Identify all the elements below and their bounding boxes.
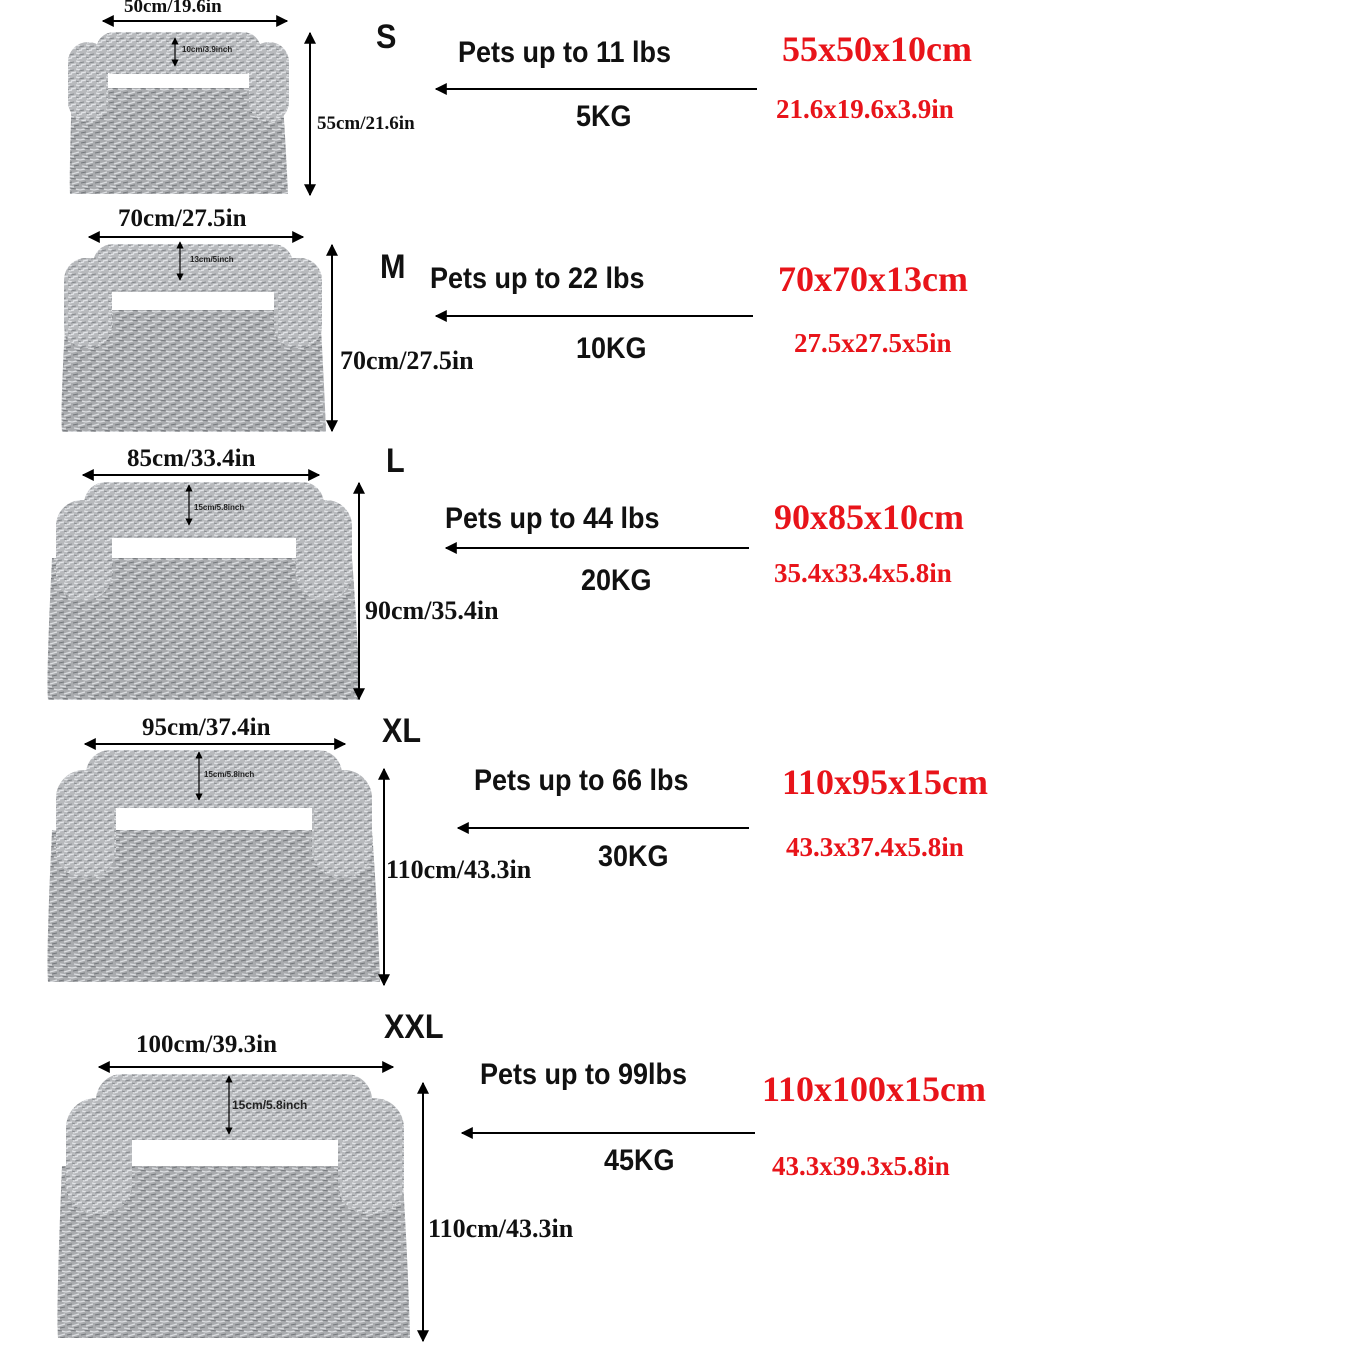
pointer-arrow bbox=[432, 309, 754, 323]
dimensions-cm: 110x100x15cm bbox=[762, 1069, 986, 1109]
pet-weight-kg: 10KG bbox=[576, 332, 647, 365]
length-arrow bbox=[304, 30, 316, 198]
length-dimension-label: 110cm/43.3in bbox=[386, 855, 532, 884]
pointer-arrow bbox=[458, 1126, 756, 1140]
size-letter: XL bbox=[382, 712, 422, 750]
length-arrow bbox=[417, 1080, 429, 1344]
pet-weight-kg: 20KG bbox=[581, 564, 652, 597]
dimensions-in: 21.6x19.6x3.9in bbox=[776, 94, 954, 124]
pet-weight-lbs: Pets up to 66 lbs bbox=[474, 764, 689, 797]
height-dimension-label: 15cm/5.8inch bbox=[204, 770, 255, 779]
pointer-arrow bbox=[442, 541, 750, 555]
pet-weight-kg: 5KG bbox=[576, 100, 632, 133]
width-dimension-label: 85cm/33.4in bbox=[127, 445, 256, 472]
length-arrow bbox=[353, 480, 365, 702]
width-dimension-label: 100cm/39.3in bbox=[136, 1031, 277, 1058]
pointer-arrow bbox=[454, 821, 750, 835]
length-dimension-label: 90cm/35.4in bbox=[365, 596, 499, 625]
pet-weight-kg: 45KG bbox=[604, 1144, 675, 1177]
dimensions-in: 43.3x39.3x5.8in bbox=[772, 1151, 950, 1181]
dimensions-cm: 55x50x10cm bbox=[782, 29, 972, 69]
size-letter: XXL bbox=[384, 1008, 444, 1046]
length-dimension-label: 70cm/27.5in bbox=[340, 346, 474, 375]
length-dimension-label: 110cm/43.3in bbox=[428, 1214, 574, 1243]
width-arrow bbox=[86, 232, 306, 242]
height-arrow bbox=[184, 483, 194, 527]
size-letter: S bbox=[376, 18, 397, 56]
pet-weight-lbs: Pets up to 99lbs bbox=[480, 1058, 688, 1091]
length-dimension-label: 55cm/21.6in bbox=[317, 113, 415, 134]
dimensions-in: 27.5x27.5x5in bbox=[794, 328, 952, 358]
height-arrow bbox=[170, 36, 180, 68]
length-arrow bbox=[326, 242, 338, 434]
pet-weight-lbs: Pets up to 11 lbs bbox=[458, 36, 672, 69]
size-letter: L bbox=[386, 442, 405, 480]
dimensions-cm: 90x85x10cm bbox=[774, 497, 964, 537]
height-dimension-label: 15cm/5.8inch bbox=[194, 503, 245, 512]
pointer-arrow bbox=[432, 82, 758, 96]
height-arrow bbox=[175, 240, 185, 282]
size-letter: M bbox=[380, 248, 406, 286]
width-arrow bbox=[96, 1062, 396, 1072]
height-dimension-label: 15cm/5.8inch bbox=[232, 1098, 308, 1112]
width-dimension-label: 50cm/19.6in bbox=[124, 0, 222, 17]
dimensions-cm: 110x95x15cm bbox=[782, 762, 988, 802]
height-dimension-label: 13cm/5inch bbox=[190, 255, 234, 264]
pet-bed-image bbox=[44, 746, 384, 986]
height-arrow bbox=[194, 750, 204, 802]
pet-weight-kg: 30KG bbox=[598, 840, 669, 873]
dimensions-cm: 70x70x13cm bbox=[778, 259, 968, 299]
dimensions-in: 35.4x33.4x5.8in bbox=[774, 558, 952, 588]
dimensions-in: 43.3x37.4x5.8in bbox=[786, 832, 964, 862]
width-dimension-label: 95cm/37.4in bbox=[142, 714, 271, 741]
width-dimension-label: 70cm/27.5in bbox=[118, 205, 247, 232]
pet-weight-lbs: Pets up to 22 lbs bbox=[430, 262, 645, 295]
pet-bed-image bbox=[58, 240, 330, 435]
height-dimension-label: 10cm/3.9inch bbox=[182, 45, 233, 54]
pet-weight-lbs: Pets up to 44 lbs bbox=[445, 502, 660, 535]
